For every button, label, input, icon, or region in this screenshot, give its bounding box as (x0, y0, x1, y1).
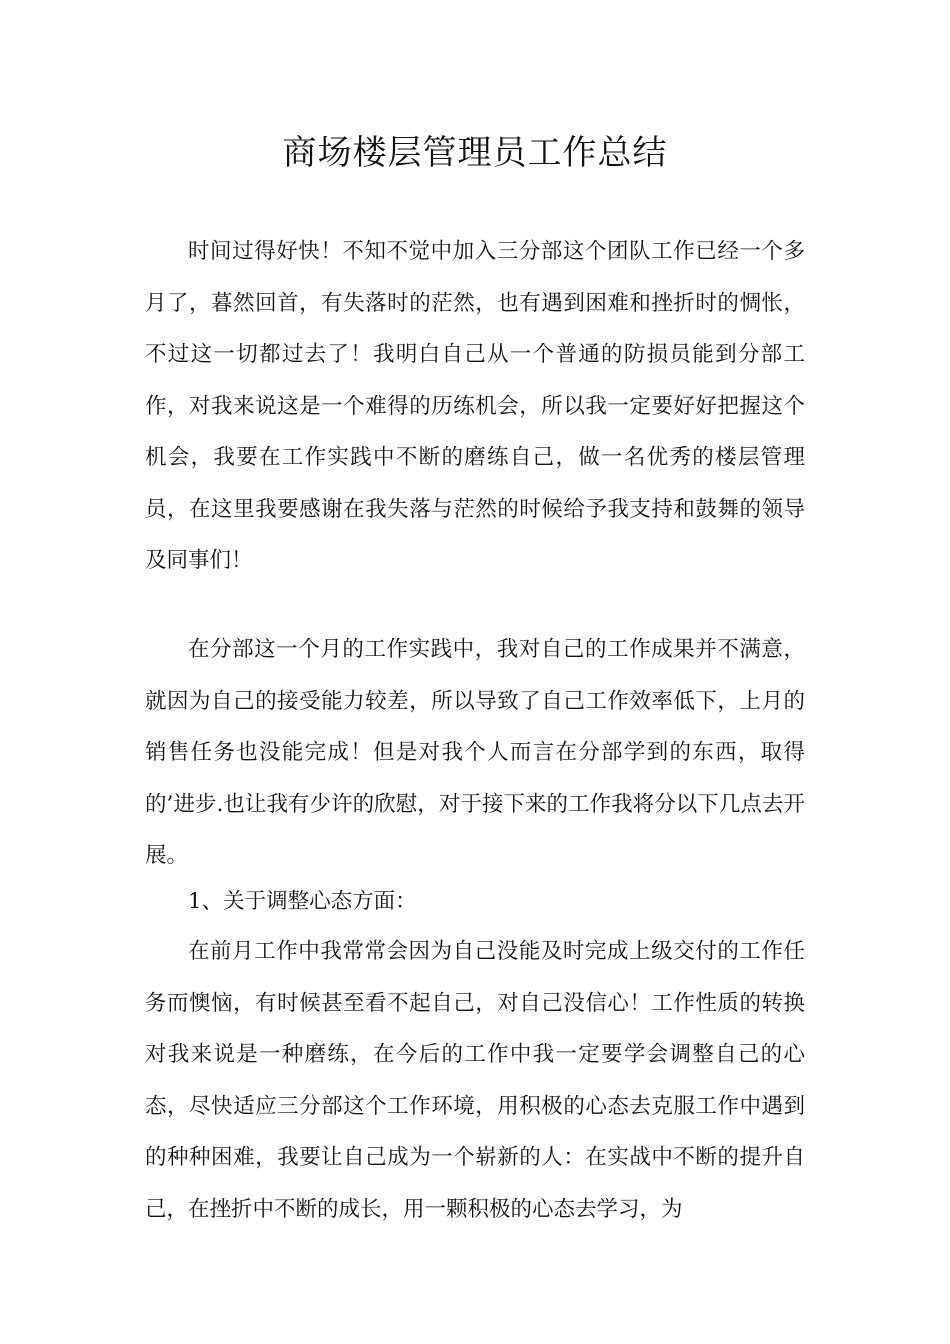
paragraph-mindset: 在前月工作中我常常会因为自己没能及时完成上级交付的工作任务而懊恼，有时候甚至看不起自己，对自己没信心！工作性质的转换对我来说是一种磨练，在今后的工作中我一定要学会调整自己的心态，尽快适应三分部这个工作环境，用积极的心态去克服工作中遇到的种种困难，我要让自己成为一个崭新的人：在实战中不断的提升自己，在挫折中不断的成长，用一颗积极的心态去学习，为 (145, 939, 805, 1222)
paragraph-intro: 时间过得好快！不知不觉中加入三分部这个团队工作已经一个多月了，暮然回首，有失落时的茫然，也有遇到困难和挫折时的惆怅，不过这一切都过去了！我明白自己从一个普通的防损员能到分部工作，对我来说这是一个难得的历练机会，所以我一定要好好把握这个机会，我要在工作实践中不断的磨练自己，做一名优秀的楼层管理员，在这里我要感谢在我失落与茫然的时候给予我支持和鼓舞的领导及同事们！ (145, 239, 805, 573)
paragraph-reflection: 在分部这一个月的工作实践中，我对自己的工作成果并不满意，就因为自己的接受能力较差，所以导致了自己工作效率低下，上月的销售任务也没能完成！但是对我个人而言在分部学到的东西，取得的’进步.也让我有少许的欣慰，对于接下来的工作我将分以下几点去开展。 (145, 637, 805, 868)
document-title: 商场楼层管理员工作总结 (282, 133, 668, 173)
section-heading-mindset: 1、关于调整心态方面： (188, 889, 417, 914)
